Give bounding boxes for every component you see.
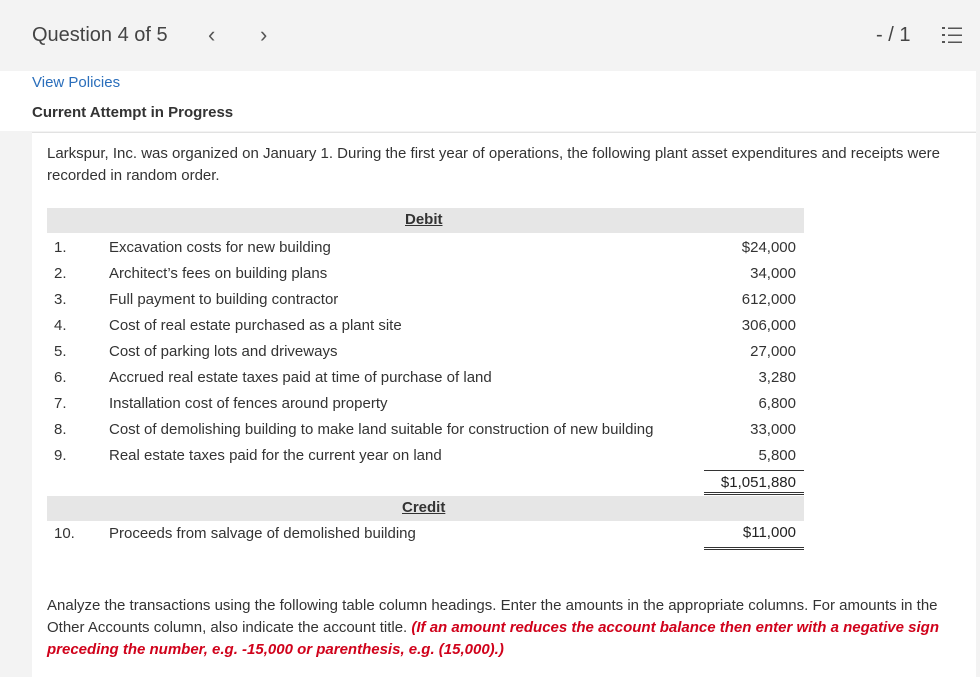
debit-row (32, 239, 832, 265)
item-description: Proceeds from salvage of demolished building (109, 525, 416, 542)
question-counter: Question 4 of 5 (32, 24, 168, 46)
item-amount: 5,800 (758, 447, 796, 464)
item-description: Architect’s fees on building plans (109, 265, 328, 282)
attempt-bar (0, 71, 976, 131)
debit-row (32, 343, 832, 369)
debit-row (32, 421, 832, 447)
negative-sign-instruction: (If an amount reduces the account balance then enter with a negative sign preceding the number, e.g. -15,000 or parenthesis, e.g. (15,000).) (47, 619, 939, 658)
item-description: Cost of demolishing building to make land suitable for construction of new building (109, 421, 654, 438)
question-content (32, 132, 976, 677)
question-list-icon[interactable] (942, 26, 962, 44)
item-description: Excavation costs for new building (109, 239, 331, 256)
debit-row (32, 369, 832, 395)
question-intro: Larkspur, Inc. was organized on January 1. During the first year of operations, the following plant asset expenditures and receipts were recorded in random order. (47, 145, 940, 184)
item-amount: 306,000 (741, 317, 796, 334)
debit-row (32, 317, 832, 343)
item-number: 6. (54, 369, 67, 386)
chevron-left-icon[interactable]: ‹ (208, 22, 216, 47)
attempt-status: Current Attempt in Progress (32, 104, 234, 121)
item-amount: 3,280 (758, 369, 796, 386)
item-description: Cost of parking lots and driveways (109, 343, 338, 360)
item-amount: $24,000 (741, 239, 796, 256)
item-number: 8. (54, 421, 67, 438)
credit-heading: Credit (402, 499, 446, 516)
credit-amount: $11,000 (704, 524, 804, 550)
item-number: 3. (54, 291, 67, 308)
item-description: Installation cost of fences around property (109, 395, 388, 412)
view-policies-link[interactable]: View Policies (32, 74, 121, 91)
debit-header-bar (47, 208, 804, 233)
item-description: Full payment to building contractor (109, 291, 339, 308)
debit-heading: Debit (405, 211, 443, 228)
item-number: 2. (54, 265, 67, 282)
debit-row (32, 265, 832, 291)
debit-total: $1,051,880 (704, 470, 804, 495)
item-number: 5. (54, 343, 67, 360)
item-description: Cost of real estate purchased as a plant site (109, 317, 402, 334)
item-description: Real estate taxes paid for the current year on land (109, 447, 442, 464)
analyze-instructions (47, 595, 957, 661)
score-display: - / 1 (876, 24, 911, 46)
debit-row (32, 291, 832, 317)
item-description: Accrued real estate taxes paid at time of purchase of land (109, 369, 492, 386)
item-amount: 6,800 (758, 395, 796, 412)
analyze-text: Analyze the transactions using the following table column headings. Enter the amounts in the appropriate columns. For amounts in the Other Accounts column, also indicate the account title. (47, 597, 938, 636)
item-number: 1. (54, 239, 67, 256)
item-number: 10. (54, 525, 75, 542)
item-amount: 34,000 (750, 265, 796, 282)
item-number: 4. (54, 317, 67, 334)
top-bar (0, 0, 980, 71)
chevron-right-icon[interactable]: › (260, 22, 268, 47)
item-amount: 612,000 (741, 291, 796, 308)
debit-row (32, 395, 832, 421)
item-amount: 27,000 (750, 343, 796, 360)
item-amount: 33,000 (750, 421, 796, 438)
item-number: 7. (54, 395, 67, 412)
item-number: 9. (54, 447, 67, 464)
credit-header-bar (47, 496, 804, 521)
